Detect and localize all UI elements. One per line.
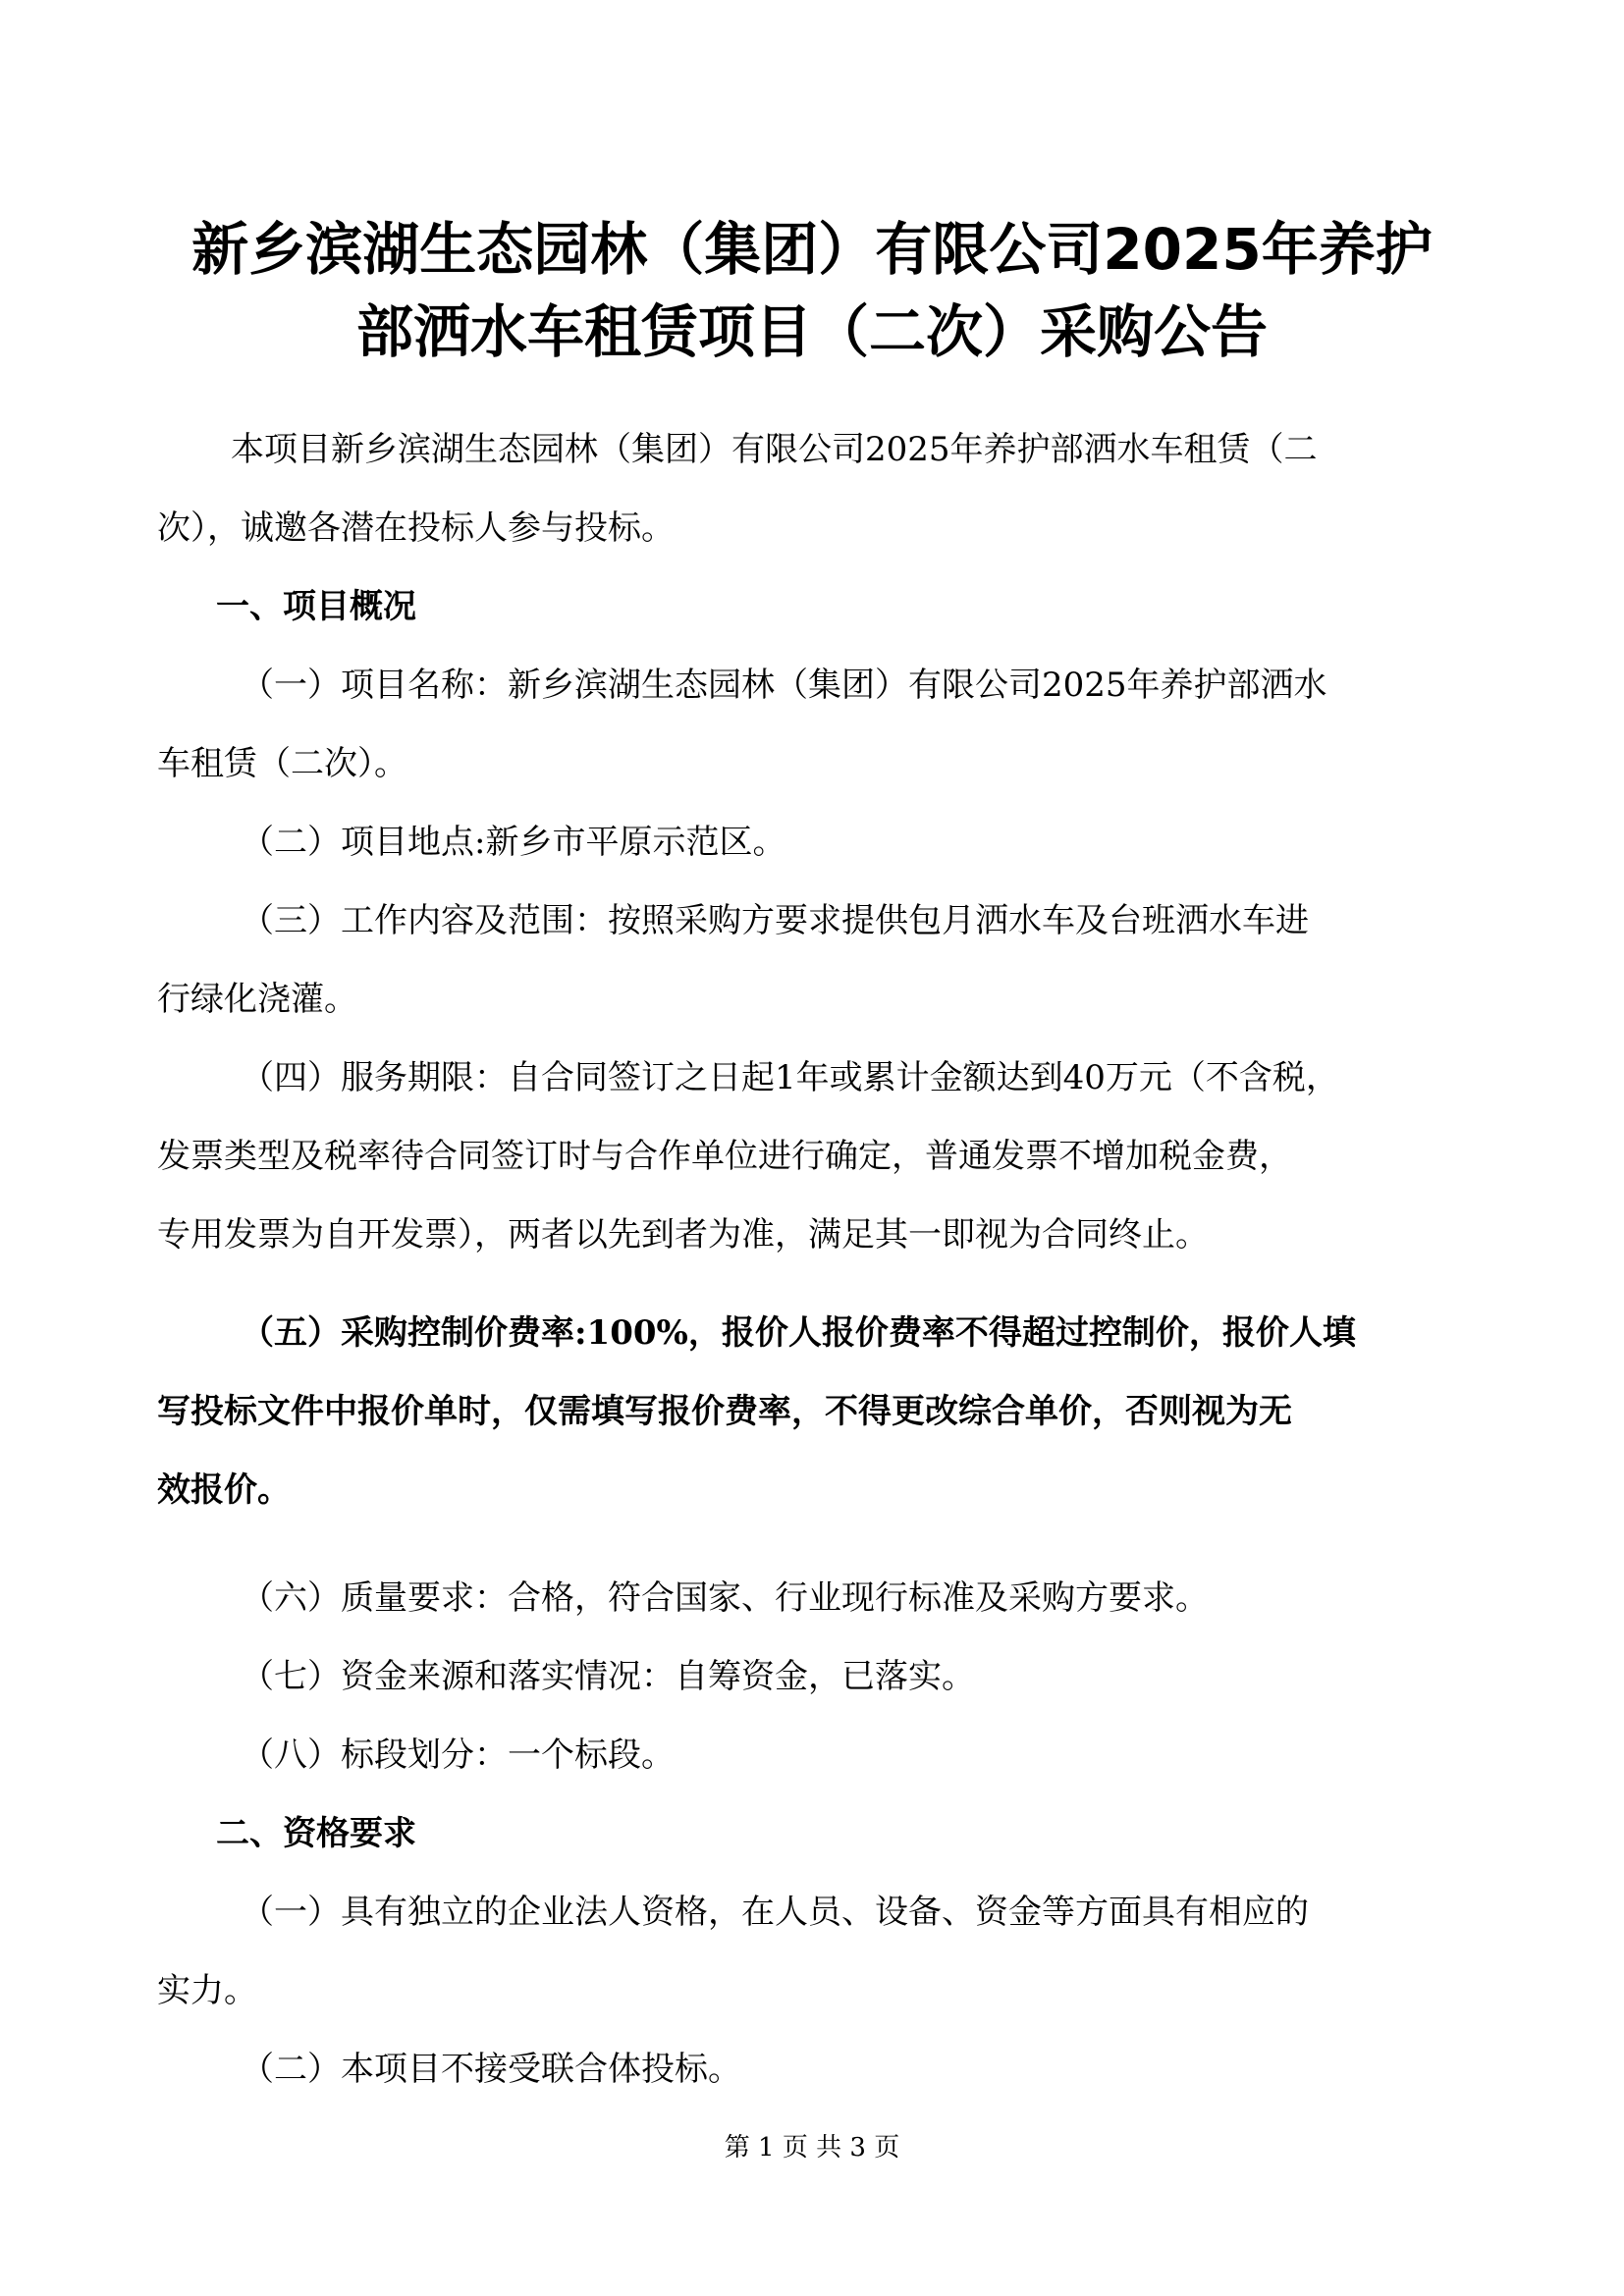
intro-line-1: 本项目新乡滨湖生态园林（集团）有限公司2025年养护部洒水车租赁（二: [231, 430, 1318, 469]
item-service-period-line-1: （四）服务期限：自合同签订之日起1年或累计金额达到40万元（不含税，: [241, 1058, 1339, 1097]
req-legal-entity-line-2: 实力。: [157, 1971, 257, 2010]
item-work-scope-line-2: 行绿化浇灌。: [157, 980, 357, 1019]
req-legal-entity-line-1: （一）具有独立的企业法人资格，在人员、设备、资金等方面具有相应的: [241, 1893, 1309, 1932]
item-project-name-line-2: 车租赁（二次）。: [157, 744, 407, 783]
document-title: [147, 208, 1477, 373]
title-line-1: 新乡滨湖生态园林（集团）有限公司2025年养护: [191, 216, 1433, 283]
item-service-period-line-2: 发票类型及税率待合同签订时与合作单位进行确定，普通发票不增加税金费，: [157, 1137, 1292, 1176]
item-control-rate-line-2: 写投标文件中报价单时，仅需填写报价费率，不得更改综合单价，否则视为无: [157, 1392, 1292, 1431]
item-control-rate-line-1: （五）采购控制价费率:100%，报价人报价费率不得超过控制价，报价人填: [241, 1313, 1356, 1353]
item-funding-source: （七）资金来源和落实情况：自筹资金，已落实。: [241, 1657, 975, 1696]
intro-line-2: 次），诚邀各潜在投标人参与投标。: [157, 508, 675, 548]
item-project-name-line-1: （一）项目名称：新乡滨湖生态园林（集团）有限公司2025年养护部洒水: [241, 666, 1327, 705]
item-service-period-line-3: 专用发票为自开发票），两者以先到者为准，满足其一即视为合同终止。: [157, 1215, 1209, 1255]
item-project-location: （二）项目地点:新乡市平原示范区。: [241, 823, 786, 862]
item-control-rate-line-3: 效报价。: [157, 1470, 291, 1510]
section-heading-qualifications: 二、资格要求: [216, 1814, 416, 1853]
page-number-footer: 第 1 页 共 3 页: [724, 2133, 900, 2163]
item-lot-division: （八）标段划分：一个标段。: [241, 1735, 675, 1775]
item-work-scope-line-1: （三）工作内容及范围：按照采购方要求提供包月洒水车及台班洒水车进: [241, 901, 1309, 940]
section-heading-overview: 一、项目概况: [216, 587, 416, 626]
item-quality-requirements: （六）质量要求：合格，符合国家、行业现行标准及采购方要求。: [241, 1578, 1209, 1618]
req-no-consortium: （二）本项目不接受联合体投标。: [241, 2050, 741, 2089]
title-line-2: 部洒水车租赁项目（二次）采购公告: [355, 298, 1268, 365]
